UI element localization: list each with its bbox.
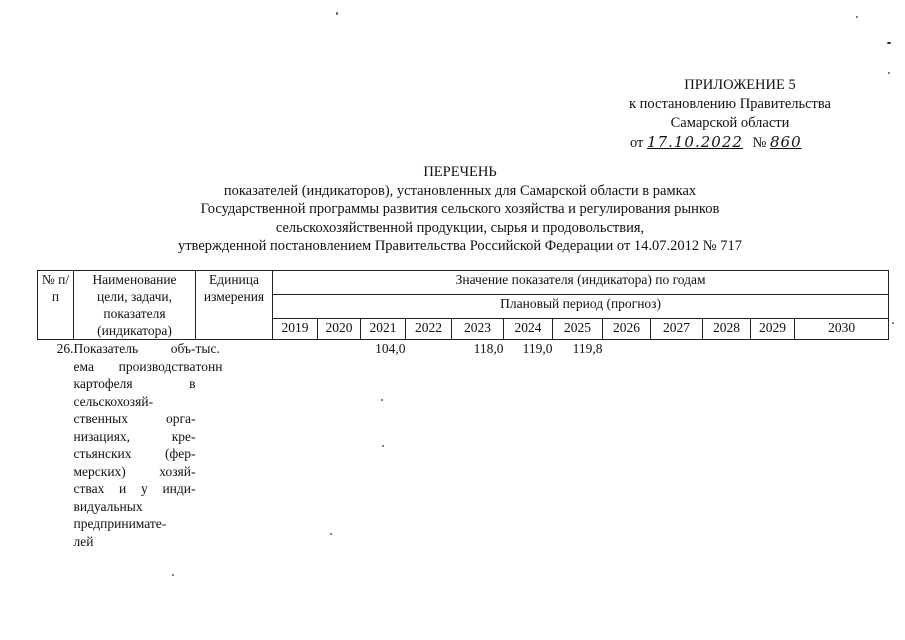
value-cell-2020: [318, 340, 361, 551]
indicator-name-line: мерских) хозяй-: [73, 463, 196, 479]
handwritten-number: 860: [770, 133, 802, 151]
value-cell-2019: [273, 340, 318, 551]
indicator-name-line: видуальных: [73, 498, 143, 514]
year-header: 2029: [751, 319, 795, 340]
year-header: 2030: [795, 319, 889, 340]
value-cell-2030: [795, 340, 889, 551]
indicator-name-line: лей: [73, 533, 94, 549]
year-header: 2020: [318, 319, 361, 340]
header-unit: Единица измерения: [196, 271, 273, 340]
header-name: Наименование цели, задачи, показателя (индикатора): [74, 271, 196, 340]
header-values: Значение показателя (индикатора) по годам: [273, 271, 889, 295]
header-no: № п/п: [38, 271, 74, 340]
indicator-name-line: Показатель объ-: [73, 341, 196, 356]
appendix-title: ПРИЛОЖЕНИЕ 5: [684, 77, 796, 93]
indicator-name-line: ственных орга-: [73, 411, 196, 426]
header-planned: Плановый период (прогноз): [273, 295, 889, 319]
appendix-block: [560, 76, 900, 153]
appendix-line: Самарской области: [670, 115, 790, 131]
value-cell-2022: [406, 340, 452, 551]
title-line: сельскохозяйственной продукции, сырья и продовольствия,: [275, 219, 645, 236]
indicator-name: [74, 340, 196, 551]
scan-speck: [856, 16, 858, 18]
scan-speck: [336, 12, 338, 15]
year-header: 2026: [603, 319, 651, 340]
number-prefix: №: [752, 135, 767, 151]
year-header: 2027: [651, 319, 703, 340]
row-number: 26.: [56, 341, 74, 356]
title-heading: ПЕРЕЧЕНЬ: [423, 164, 497, 180]
year-header: 2024: [504, 319, 553, 340]
title-line: утвержденной постановлением Правительства Российской Федерации от 14.07.2012 № 717: [177, 238, 743, 255]
scan-speck: [172, 574, 174, 576]
value-cell-2027: [651, 340, 703, 551]
title-line: Государственной программы развития сельского хозяйства и регулирования рынков: [200, 201, 720, 218]
value-cell-2028: [703, 340, 751, 551]
date-prefix: от: [630, 135, 644, 151]
year-header: 2028: [703, 319, 751, 340]
unit-line: тонн: [195, 358, 223, 374]
scan-speck: [888, 72, 890, 74]
handwritten-date: 17.10.2022: [647, 133, 743, 151]
year-header: 2019: [273, 319, 318, 340]
year-header: 2025: [553, 319, 603, 340]
value-cell-2026: [603, 340, 651, 551]
value-cell-2029: [751, 340, 795, 551]
table-row: [38, 340, 889, 551]
appendix-date-line: [560, 133, 900, 153]
indicator-name-line: низациях, кре-: [73, 428, 196, 444]
indicator-name-line: ема производства: [73, 358, 196, 374]
appendix-line: к постановлению Правительства: [629, 96, 831, 112]
value-cell-2024: 119,0: [522, 341, 553, 356]
indicator-name-line: сельскохозяй-: [73, 393, 154, 409]
scan-speck: [887, 42, 891, 44]
indicator-name-line: стьянских (фер-: [73, 446, 196, 461]
indicator-name-line: предпринимате-: [73, 516, 167, 531]
value-cell-2023: 118,0: [473, 341, 504, 356]
indicator-name-line: картофеля в: [73, 376, 196, 391]
indicator-table: [37, 270, 889, 550]
value-cell-2025: 119,8: [572, 341, 603, 356]
document-title: [100, 163, 820, 256]
scan-speck: [892, 322, 894, 324]
indicator-name-line: ствах и у инди-: [73, 481, 196, 496]
year-header: 2023: [452, 319, 504, 340]
value-cell-2021: 104,0: [375, 341, 406, 356]
year-header: 2021: [361, 319, 406, 340]
unit-line: тыс.: [195, 341, 220, 356]
title-line: показателей (индикаторов), установленных для Самарской области в рамках: [223, 182, 697, 199]
indicator-unit: [196, 340, 273, 551]
year-header: 2022: [406, 319, 452, 340]
